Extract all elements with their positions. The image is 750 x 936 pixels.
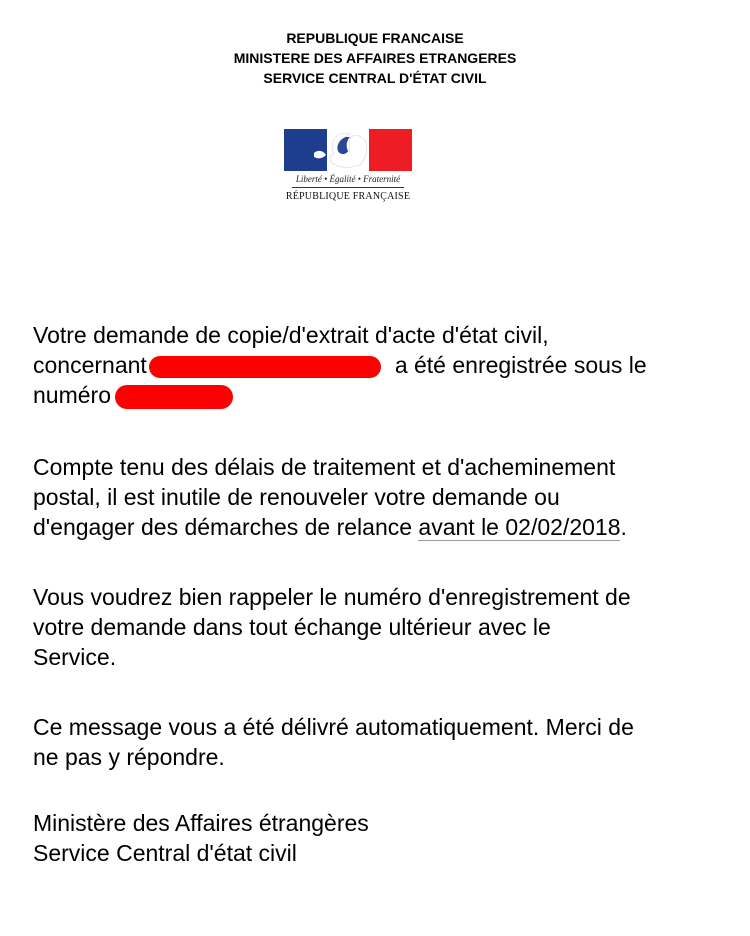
header-line-ministere: MINISTERE DES AFFAIRES ETRANGERES bbox=[233, 50, 517, 66]
paragraph-reference-line-2: votre demande dans tout échange ultérieur avec le bbox=[33, 614, 551, 640]
date-link[interactable]: avant le 02/02/2018 bbox=[418, 514, 621, 540]
paragraph-request-line-1: Votre demande de copie/d'extrait d'acte d'état civil, bbox=[33, 322, 549, 348]
paragraph-delay-line-1: Compte tenu des délais de traitement et d'acheminement bbox=[33, 454, 616, 480]
paragraph-delay-line-2: postal, il est inutile de renouveler votre demande ou bbox=[33, 484, 560, 510]
relance-text: d'engager des démarches de relance bbox=[33, 514, 413, 540]
paragraph-reference-line-1: Vous voudrez bien rappeler le numéro d'enregistrement de bbox=[33, 584, 631, 610]
numero-label: numéro bbox=[33, 382, 111, 408]
header-line-service: SERVICE CENTRAL D'ÉTAT CIVIL bbox=[263, 70, 487, 86]
redacted-name bbox=[149, 356, 381, 378]
signature-line-1: Ministère des Affaires étrangères bbox=[33, 810, 369, 836]
signature-block bbox=[33, 808, 369, 868]
paragraph-delay bbox=[33, 452, 627, 542]
logo-motto: Liberté • Égalité • Fraternité bbox=[295, 174, 401, 184]
paragraph-auto-message bbox=[33, 712, 634, 772]
paragraph-delay-line-3 bbox=[33, 512, 627, 542]
letter-header bbox=[0, 28, 750, 88]
redacted-number bbox=[115, 385, 233, 409]
header-line-republique: REPUBLIQUE FRANCAISE bbox=[286, 30, 464, 46]
logo-divider bbox=[292, 187, 404, 188]
registered-text: a été enregistrée sous le bbox=[394, 352, 647, 378]
paragraph-request-line-3 bbox=[33, 380, 647, 410]
paragraph-auto-message-line-1: Ce message vous a été délivré automatiquement. Merci de bbox=[33, 714, 634, 740]
paragraph-request-line-2 bbox=[33, 350, 647, 380]
marianne-logo bbox=[284, 129, 414, 207]
signature-line-2: Service Central d'état civil bbox=[33, 840, 297, 866]
paragraph-reference-line-3: Service. bbox=[33, 644, 117, 670]
paragraph-reference bbox=[33, 582, 631, 672]
marianne-flag-icon bbox=[284, 129, 412, 171]
concernant-label: concernant bbox=[33, 352, 147, 378]
paragraph-request bbox=[33, 320, 647, 410]
paragraph-auto-message-line-2: ne pas y répondre. bbox=[33, 744, 225, 770]
period: . bbox=[620, 514, 627, 540]
logo-republique-francaise: RÉPUBLIQUE FRANÇAISE bbox=[285, 191, 411, 202]
